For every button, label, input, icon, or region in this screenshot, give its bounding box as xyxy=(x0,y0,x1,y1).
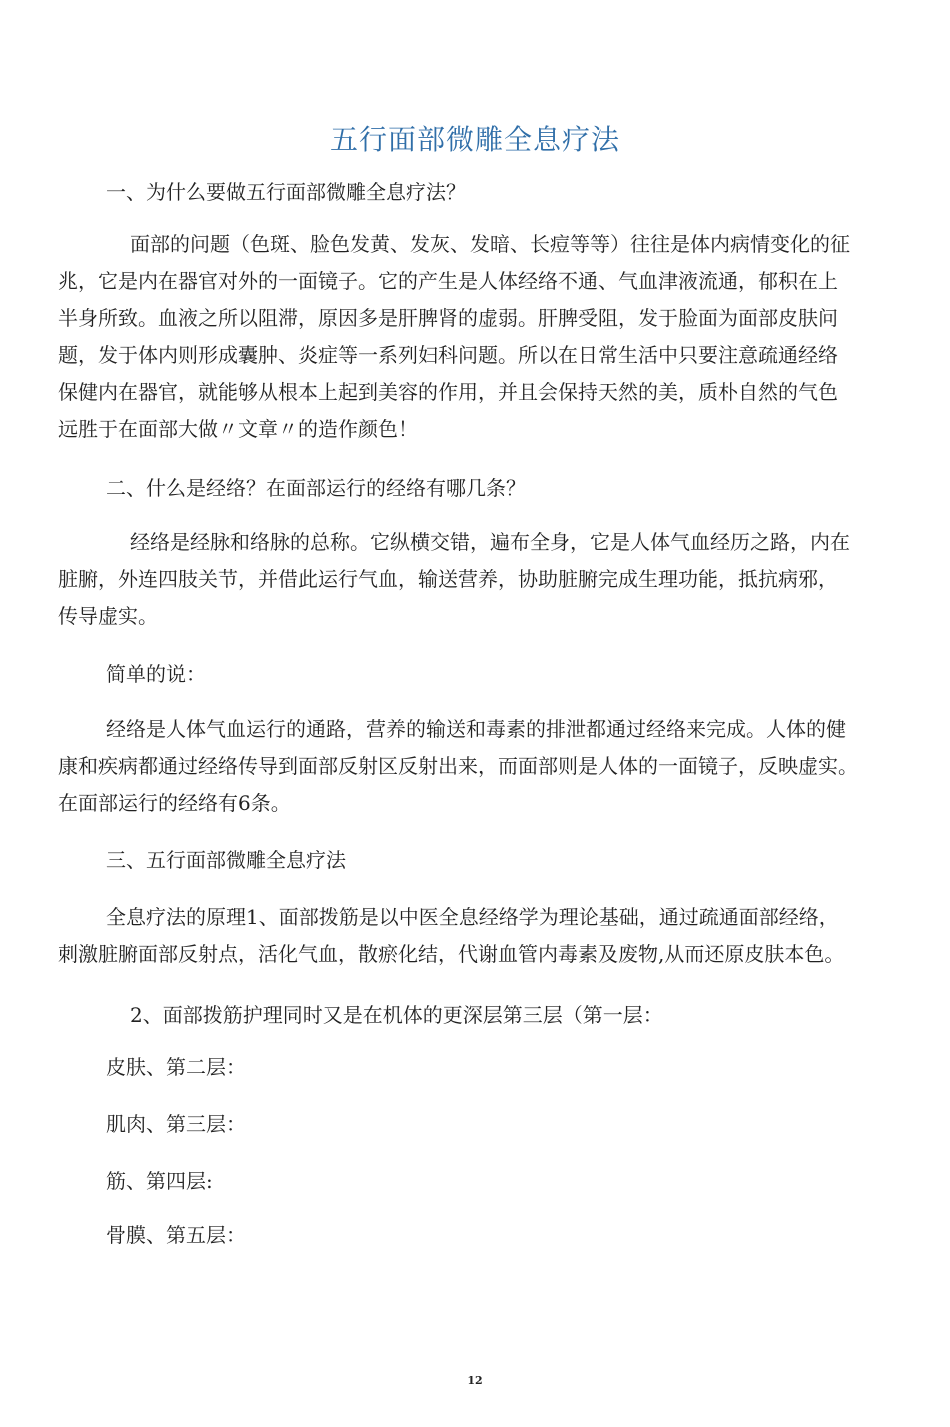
paragraph-1-line-6: 远胜于在面部大做〃文章〃的造作颜色！ xyxy=(58,417,418,441)
section-heading-1: 一、为什么要做五行面部微雕全息疗法？ xyxy=(106,180,466,204)
paragraph-4-line-1: 全息疗法的原理1、面部拨筋是以中医全息经络学为理论基础，通过疏通面部经络， xyxy=(106,905,839,929)
simple-statement: 简单的说： xyxy=(106,662,206,686)
layer-line-3: 筋、第四层: xyxy=(106,1169,213,1193)
paragraph-1-line-5: 保健内在器官，就能够从根本上起到美容的作用，并且会保持天然的美，质朴自然的气色 xyxy=(58,380,838,404)
paragraph-2-line-2: 脏腑，外连四肢关节，并借此运行气血，输送营养，协助脏腑完成生理功能，抵抗病邪， xyxy=(58,567,838,591)
paragraph-1-line-3: 半身所致。血液之所以阻滞，原因多是肝脾肾的虚弱。肝脾受阻，发于脸面为面部皮肤问 xyxy=(58,306,838,330)
page-number: 12 xyxy=(467,1374,483,1387)
paragraph-3-line-3: 在面部运行的经络有6条。 xyxy=(58,791,291,815)
paragraph-3-line-2: 康和疾病都通过经络传导到面部反射区反射出来，而面部则是人体的一面镜子，反映虚实。 xyxy=(58,754,858,778)
paragraph-3-line-1: 经络是人体气血运行的通路，营养的输送和毒素的排泄都通过经络来完成。人体的健 xyxy=(106,717,846,741)
section-heading-3: 三、五行面部微雕全息疗法 xyxy=(106,848,346,872)
section-heading-2: 二、什么是经络？在面部运行的经络有哪几条？ xyxy=(106,476,526,500)
paragraph-1-line-2: 兆，它是内在器官对外的一面镜子。它的产生是人体经络不通、气血津液流通，郁积在上 xyxy=(58,269,838,293)
paragraph-2-line-3: 传导虚实。 xyxy=(58,604,158,628)
item-2: 2、面部拨筋护理同时又是在机体的更深层第三层（第一层： xyxy=(130,1003,663,1027)
layer-line-2: 肌肉、第三层： xyxy=(106,1112,246,1136)
layer-line-1: 皮肤、第二层： xyxy=(106,1055,246,1079)
document-title: 五行面部微雕全息疗法 xyxy=(329,123,620,156)
layer-line-4: 骨膜、第五层： xyxy=(106,1223,246,1247)
paragraph-4-line-2: 刺激脏腑面部反射点，活化气血，散瘀化结，代谢血管内毒素及废物,从而还原皮肤本色。 xyxy=(58,942,845,966)
paragraph-1-line-1: 面部的问题（色斑、脸色发黄、发灰、发暗、长痘等等）往往是体内病情变化的征 xyxy=(130,232,850,256)
paragraph-2-line-1: 经络是经脉和络脉的总称。它纵横交错，遍布全身，它是人体气血经历之路，内在 xyxy=(130,530,850,554)
paragraph-1-line-4: 题，发于体内则形成囊肿、炎症等一系列妇科问题。所以在日常生活中只要注意疏通经络 xyxy=(58,343,838,367)
